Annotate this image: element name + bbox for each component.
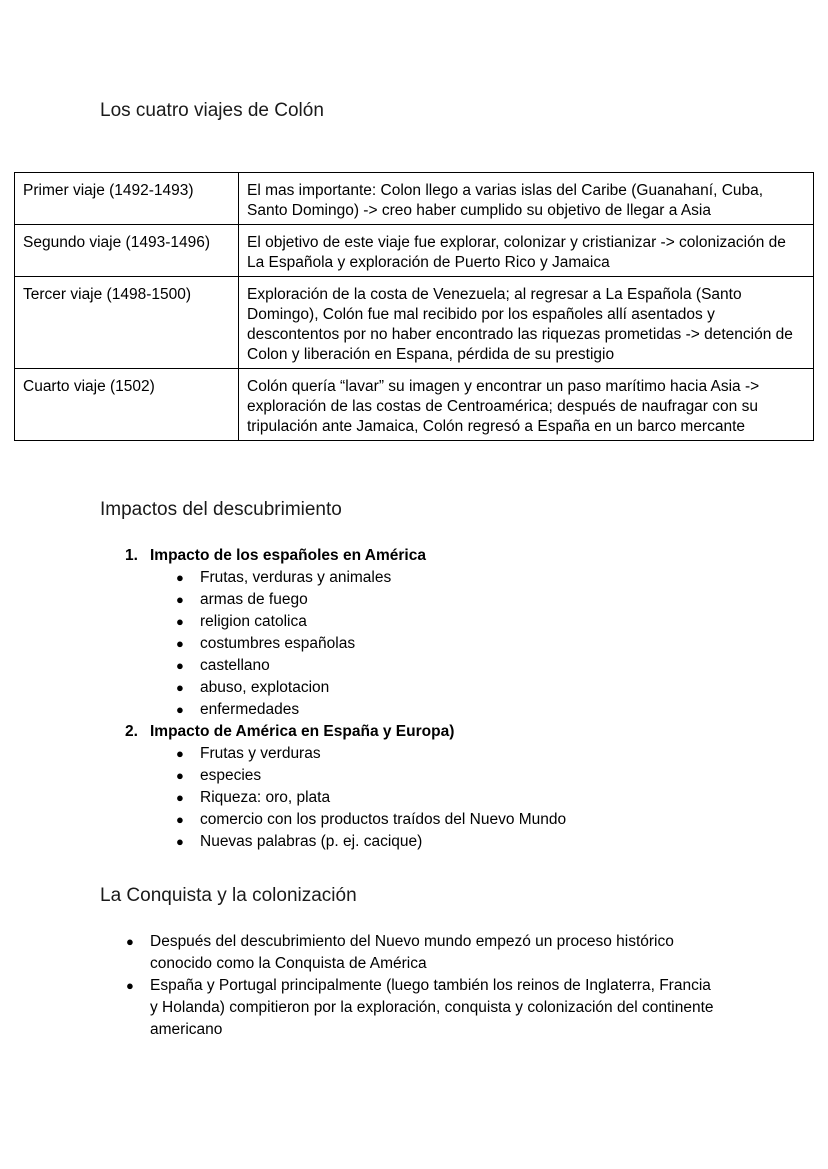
list-item-text: Frutas y verduras bbox=[200, 745, 321, 762]
bullet-icon: ● bbox=[176, 570, 184, 585]
impact-title: Impacto de los españoles en América bbox=[150, 547, 426, 564]
impacts-heading: Impactos del descubrimiento bbox=[100, 499, 342, 520]
impact-title: Impacto de América en España y Europa) bbox=[150, 723, 455, 740]
list-item bbox=[0, 633, 828, 655]
list-item bbox=[0, 831, 828, 853]
list-item bbox=[0, 677, 828, 699]
list-item bbox=[0, 611, 828, 633]
list-item-text: castellano bbox=[200, 657, 270, 674]
bullet-icon: ● bbox=[176, 834, 184, 849]
list-item bbox=[0, 787, 828, 809]
voyage-name: Primer viaje (1492-1493) bbox=[15, 173, 239, 225]
voyage-description: Exploración de la costa de Venezuela; al regresar a La Española (Santo Domingo), Colón fue mal recibido por los españoles allí asentados y descontentos por no haber encontrado las riquezas prometidas -> detención de Colon y liberación en Espana, pérdida de su prestigio bbox=[239, 277, 814, 369]
list-item bbox=[0, 567, 828, 589]
list-item bbox=[0, 809, 828, 831]
list-item-text: Después del descubrimiento del Nuevo mundo empezó un proceso histórico conocido como la Conquista de América bbox=[150, 933, 674, 972]
bullet-icon: ● bbox=[176, 658, 184, 673]
list-item-text: comercio con los productos traídos del Nuevo Mundo bbox=[200, 811, 567, 828]
impact-items bbox=[0, 567, 828, 721]
impact-items bbox=[0, 743, 828, 853]
impact-section-title bbox=[0, 545, 828, 567]
bullet-icon: ● bbox=[176, 592, 184, 607]
bullet-icon: ● bbox=[126, 934, 134, 949]
list-number: 1. bbox=[125, 547, 138, 564]
list-item-text: Nuevas palabras (p. ej. cacique) bbox=[200, 833, 423, 850]
impact-section-title bbox=[0, 721, 828, 743]
list-item-text: religion catolica bbox=[200, 613, 307, 630]
list-item bbox=[0, 589, 828, 611]
bullet-icon: ● bbox=[176, 812, 184, 827]
bullet-icon: ● bbox=[176, 790, 184, 805]
voyages-heading: Los cuatro viajes de Colón bbox=[100, 100, 324, 121]
list-item-text: Frutas, verduras y animales bbox=[200, 569, 392, 586]
list-item bbox=[0, 931, 720, 975]
bullet-icon: ● bbox=[176, 614, 184, 629]
list-item bbox=[0, 975, 720, 1041]
bullet-icon: ● bbox=[176, 746, 184, 761]
list-item bbox=[0, 765, 828, 787]
bullet-icon: ● bbox=[176, 680, 184, 695]
conquest-list bbox=[0, 931, 828, 1041]
bullet-icon: ● bbox=[176, 636, 184, 651]
voyage-description: El objetivo de este viaje fue explorar, colonizar y cristianizar -> colonización de La Española y exploración de Puerto Rico y Jamaica bbox=[239, 225, 814, 277]
voyage-name: Cuarto viaje (1502) bbox=[15, 369, 239, 441]
list-item bbox=[0, 743, 828, 765]
list-item bbox=[0, 699, 828, 721]
list-item-text: abuso, explotacion bbox=[200, 679, 330, 696]
voyage-description: El mas importante: Colon llego a varias islas del Caribe (Guanahaní, Cuba, Santo Domingo) -> creo haber cumplido su objetivo de llegar a Asia bbox=[239, 173, 814, 225]
table-row bbox=[15, 225, 814, 277]
list-item-text: especies bbox=[200, 767, 262, 784]
table-row bbox=[15, 369, 814, 441]
voyages-table bbox=[14, 172, 814, 441]
voyage-name: Tercer viaje (1498-1500) bbox=[15, 277, 239, 369]
list-item-text: enfermedades bbox=[200, 701, 300, 718]
voyage-description: Colón quería “lavar” su imagen y encontrar un paso marítimo hacia Asia -> exploración de las costas de Centroamérica; después de naufragar con su tripulación ante Jamaica, Colón regresó a España en un barco mercante bbox=[239, 369, 814, 441]
table-row bbox=[15, 277, 814, 369]
bullet-icon: ● bbox=[126, 978, 134, 993]
list-item-text: Riqueza: oro, plata bbox=[200, 789, 331, 806]
list-item bbox=[0, 655, 828, 677]
conquest-heading: La Conquista y la colonización bbox=[100, 885, 357, 906]
impacts-list bbox=[0, 545, 828, 853]
table-row bbox=[15, 173, 814, 225]
list-item-text: armas de fuego bbox=[200, 591, 308, 608]
bullet-icon: ● bbox=[176, 768, 184, 783]
voyage-name: Segundo viaje (1493-1496) bbox=[15, 225, 239, 277]
list-item-text: España y Portugal principalmente (luego también los reinos de Inglaterra, Francia y Holanda) compitieron por la exploración, conquista y colonización del continente americano bbox=[150, 977, 714, 1038]
list-number: 2. bbox=[125, 723, 138, 740]
bullet-icon: ● bbox=[176, 702, 184, 717]
list-item-text: costumbres españolas bbox=[200, 635, 356, 652]
